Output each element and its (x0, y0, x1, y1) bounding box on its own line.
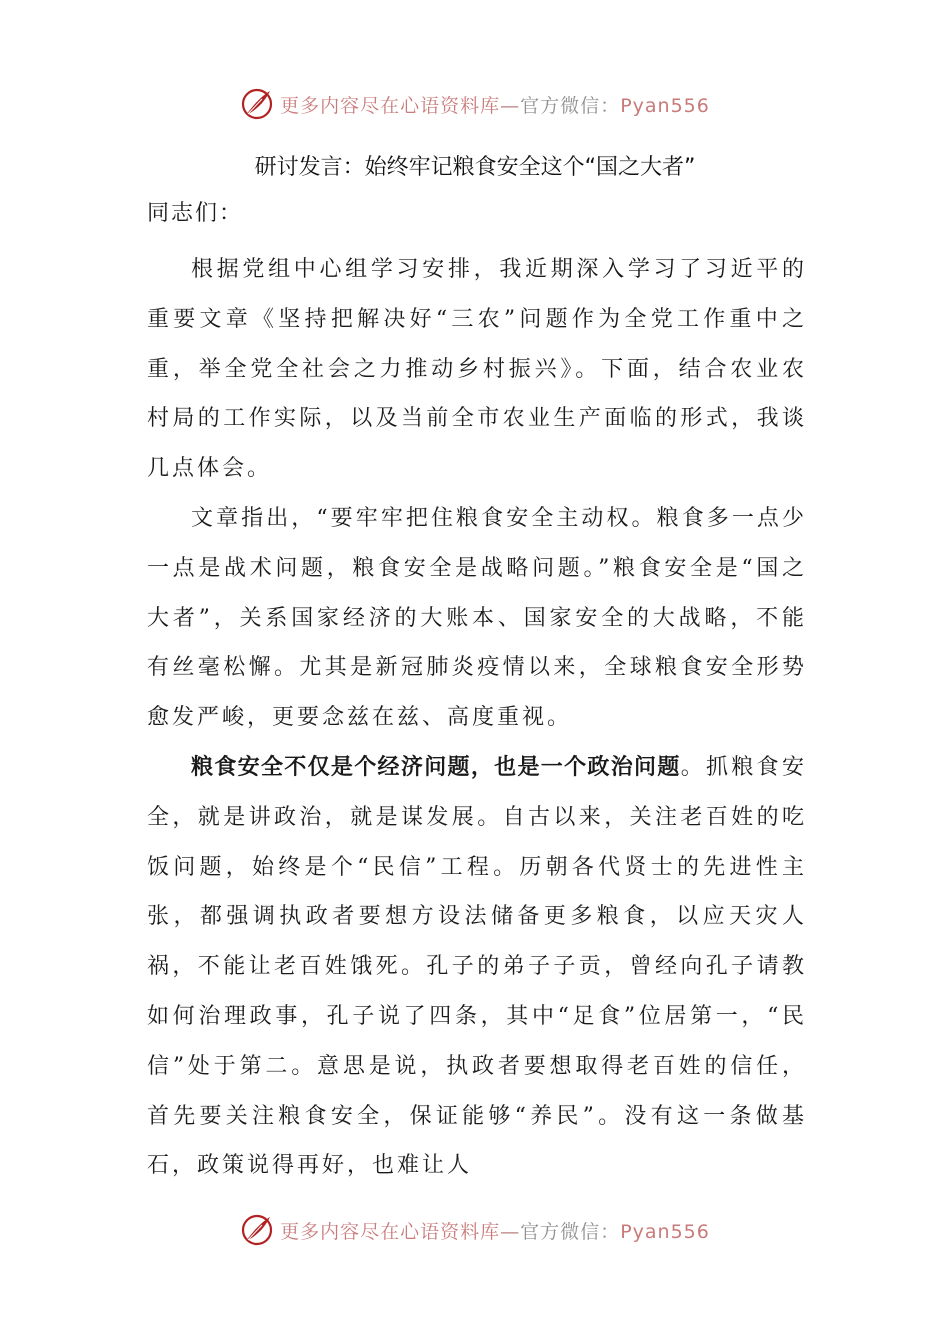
paragraph-3 (147, 743, 807, 1191)
paragraph-3-text: 。抓粮食安全，就是讲政治，就是谋发展。自古以来，关注老百姓的吃饭问题，始终是个“民信”工程。历朝各代贤士的先进性主张，都强调执政者要想方设法储备更多粮食，以应天灾人祸，不能让老百姓饿死。孔子的弟子子贡，曾经向孔子请教如何治理政事，孔子说了四条，其中“足食”位居第一，“民信”处于第二。意思是说，执政者要想取得老百姓的信任，首先要关注粮食安全，保证能够“养民”。没有这一条做基石，政策说得再好，也难让人 (147, 754, 807, 1179)
watermark-library-text: 更多内容尽在心语资料库 (280, 1220, 501, 1243)
watermark-separator: — (500, 94, 521, 117)
greeting: 同志们： (147, 201, 244, 226)
document-body (147, 245, 807, 1191)
watermark-wechat-id: Pyan556 (620, 1220, 710, 1243)
document-title: 研讨发言：始终牢记粮食安全这个“国之大者” (254, 155, 696, 180)
footer-watermark (0, 1210, 950, 1250)
quill-logo-icon (240, 1213, 274, 1247)
watermark-text (280, 91, 710, 118)
watermark-text (280, 1217, 710, 1244)
paragraph-2: 文章指出，“要牢牢把住粮食安全主动权。粮食多一点少一点是战术问题，粮食安全是战略问题。”粮食安全是“国之大者”，关系国家经济的大账本、国家安全的大战略，不能有丝毫松懈。尤其是新冠肺炎疫情以来，全球粮食安全形势愈发严峻，更要念兹在兹、高度重视。 (147, 505, 807, 731)
watermark-wechat-id: Pyan556 (620, 94, 710, 117)
watermark-library-text: 更多内容尽在心语资料库 (280, 94, 501, 117)
watermark-wechat-label: 官方微信： (520, 1220, 621, 1243)
header-watermark (0, 84, 950, 124)
watermark-wechat-label: 官方微信： (520, 94, 621, 117)
quill-logo-icon (240, 87, 274, 121)
paragraph-3-bold-lead: 粮食安全不仅是个经济问题，也是一个政治问题 (191, 754, 681, 780)
watermark-separator: — (500, 1220, 521, 1243)
paragraph-1: 根据党组中心组学习安排，我近期深入学习了习近平的重要文章《坚持把解决好“三农”问题作为全党工作重中之重，举全党全社会之力推动乡村振兴》。下面，结合农业农村局的工作实际，以及当前全市农业生产面临的形式，我谈几点体会。 (147, 257, 807, 482)
